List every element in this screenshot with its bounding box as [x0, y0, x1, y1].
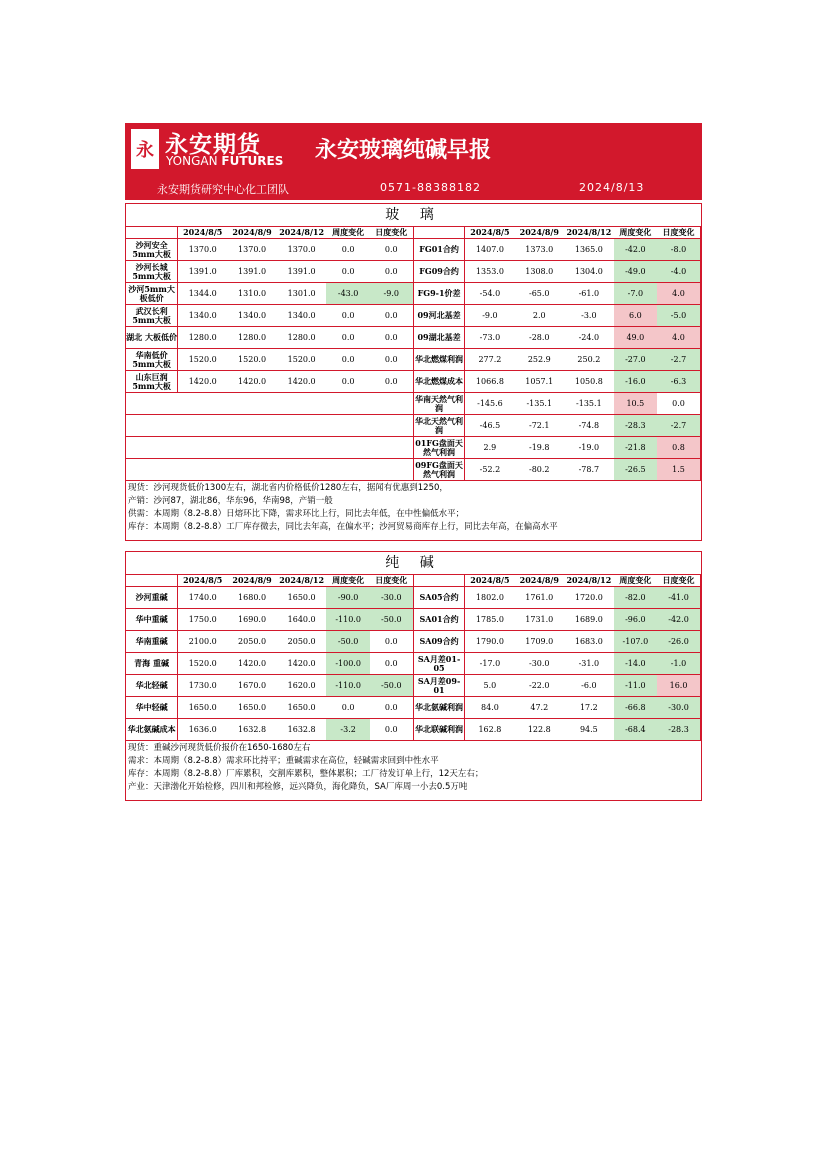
price-cell: 1066.8 — [465, 371, 515, 393]
row-label: SA月差01-05 — [413, 653, 465, 675]
price-cell: 17.2 — [564, 697, 614, 719]
row-label: 01FG盘面天然气利润 — [415, 437, 463, 457]
table-row — [126, 631, 701, 653]
price-cell: 277.2 — [465, 349, 515, 371]
row-label: SA09合约 — [413, 631, 465, 653]
price-cell: -22.0 — [514, 675, 564, 697]
table-row — [126, 437, 701, 459]
price-cell: -74.8 — [564, 415, 614, 437]
price-cell: 1420.0 — [178, 371, 228, 393]
note-line: 库存：本周期（8.2-8.8）厂库累积，交割库累积，整体累积；工厂待发订单上行，12天左右； — [128, 769, 484, 779]
column-header: 2024/8/5 — [470, 227, 510, 237]
column-header: 2024/8/5 — [470, 575, 510, 585]
column-header: 日度变化 — [370, 575, 413, 587]
price-cell: 1407.0 — [465, 239, 515, 261]
price-cell: 1340.0 — [227, 305, 277, 327]
price-cell: -135.1 — [564, 393, 614, 415]
empty-cell — [126, 437, 413, 459]
daily-change: -42.0 — [657, 609, 700, 631]
note-line: 现货：沙河现货低价1300左右，湖北省内价格低价1280左右，据闻有优惠到1250， — [128, 483, 448, 493]
price-cell: 1344.0 — [178, 283, 228, 305]
table-row — [126, 415, 701, 437]
column-header: 2024/8/12 — [279, 575, 325, 585]
table-row — [126, 459, 701, 481]
price-cell: 1680.0 — [227, 587, 277, 609]
row-label: 华北氨碱成本 — [126, 719, 178, 741]
row-label: 华南天然气利润 — [415, 393, 464, 413]
price-cell: 1709.0 — [514, 631, 564, 653]
price-cell: 1280.0 — [178, 327, 228, 349]
price-cell: 1310.0 — [227, 283, 277, 305]
row-label: 09河北基差 — [413, 305, 465, 327]
row-label: FG09合约 — [413, 261, 465, 283]
row-label: 沙河长城5mm大板 — [126, 261, 178, 283]
weekly-change: 6.0 — [614, 305, 657, 327]
header-banner — [125, 123, 702, 200]
price-cell: 1420.0 — [227, 371, 277, 393]
price-cell: 1720.0 — [564, 587, 614, 609]
daily-change: -50.0 — [370, 675, 413, 697]
daily-change: -8.0 — [657, 239, 700, 261]
row-label: FG9-1价差 — [413, 283, 465, 305]
note-line: 供需：本周期（8.2-8.8）日熔环比下降，需求环比上行，同比去年低，在中性偏低水平； — [128, 509, 465, 519]
weekly-change: -27.0 — [614, 349, 657, 371]
price-cell: -3.0 — [564, 305, 614, 327]
daily-change: 0.0 — [370, 631, 413, 653]
daily-change: 16.0 — [657, 675, 700, 697]
daily-change: -26.0 — [657, 631, 700, 653]
header-corner — [413, 575, 465, 587]
price-cell: 1280.0 — [277, 327, 327, 349]
price-cell: -135.1 — [514, 393, 564, 415]
daily-change: 0.0 — [370, 239, 413, 261]
price-cell: -31.0 — [564, 653, 614, 675]
row-label: 华北燃煤成本 — [413, 371, 465, 393]
daily-change: -50.0 — [370, 609, 413, 631]
row-label: 华北天然气利润 — [415, 415, 464, 435]
daily-change: -5.0 — [657, 305, 700, 327]
row-label: 沙河重碱 — [126, 587, 178, 609]
daily-change: 0.8 — [657, 437, 700, 459]
price-cell: 1640.0 — [277, 609, 327, 631]
table-row — [126, 697, 701, 719]
soda-table — [126, 575, 701, 740]
weekly-change: 0.0 — [326, 261, 369, 283]
column-header: 周度变化 — [619, 227, 652, 237]
price-cell: 1730.0 — [178, 675, 228, 697]
row-label: FG01合约 — [413, 239, 465, 261]
price-cell: 1632.8 — [227, 719, 277, 741]
price-cell: 2050.0 — [277, 631, 327, 653]
price-cell: 1340.0 — [178, 305, 228, 327]
weekly-change: -16.0 — [614, 371, 657, 393]
weekly-change: 0.0 — [326, 371, 369, 393]
price-cell: -6.0 — [564, 675, 614, 697]
daily-change: -9.0 — [370, 283, 413, 305]
daily-change: 0.0 — [370, 653, 413, 675]
table-row — [126, 393, 701, 415]
weekly-change: -21.8 — [614, 437, 657, 459]
logo-icon: 永 — [131, 129, 159, 169]
column-header: 2024/8/9 — [519, 575, 559, 585]
price-cell: 1636.0 — [178, 719, 228, 741]
table-row — [126, 283, 701, 305]
weekly-change: -68.4 — [614, 719, 657, 741]
price-cell: 1050.8 — [564, 371, 614, 393]
price-cell: 2.0 — [514, 305, 564, 327]
row-label: 华北轻碱 — [126, 675, 178, 697]
note-line: 现货：重碱沙河现货低价报价在1650-1680左右 — [128, 743, 311, 753]
row-label: 沙河安全5mm大板 — [126, 239, 178, 261]
weekly-change: -26.5 — [614, 459, 657, 481]
table-row — [126, 719, 701, 741]
daily-change: 0.0 — [370, 719, 413, 741]
row-label: 湖北 大板低价 — [126, 327, 178, 349]
price-cell: 1632.8 — [277, 719, 327, 741]
row-label: SA月差09-01 — [413, 675, 465, 697]
price-cell: 1304.0 — [564, 261, 614, 283]
glass-title: 玻 璃 — [126, 204, 701, 227]
price-cell: 1391.0 — [178, 261, 228, 283]
price-cell: -145.6 — [465, 393, 515, 415]
daily-change: 0.0 — [370, 349, 413, 371]
price-cell: 1370.0 — [277, 239, 327, 261]
price-cell: 1373.0 — [514, 239, 564, 261]
price-cell: 1750.0 — [178, 609, 228, 631]
weekly-change: 10.5 — [614, 393, 657, 415]
price-cell: 2.9 — [465, 437, 515, 459]
row-label: SA05合约 — [413, 587, 465, 609]
price-cell: 1650.0 — [277, 697, 327, 719]
daily-change: 0.0 — [370, 371, 413, 393]
logo-text-en: YONGAN FUTURES — [166, 154, 284, 168]
row-label: 09FG盘面天然气利润 — [415, 459, 463, 479]
daily-change: 4.0 — [657, 327, 700, 349]
price-cell: -19.8 — [514, 437, 564, 459]
price-cell: -78.7 — [564, 459, 614, 481]
price-cell: -28.0 — [514, 327, 564, 349]
price-cell: 1391.0 — [227, 261, 277, 283]
price-cell: -54.0 — [465, 283, 515, 305]
row-label: 华北氨碱利润 — [413, 697, 465, 719]
price-cell: 1391.0 — [277, 261, 327, 283]
weekly-change: 0.0 — [326, 327, 369, 349]
weekly-change: 49.0 — [614, 327, 657, 349]
row-label: 青海 重碱 — [126, 653, 178, 675]
weekly-change: -28.3 — [614, 415, 657, 437]
column-header: 周度变化 — [619, 575, 652, 585]
weekly-change: -82.0 — [614, 587, 657, 609]
column-header: 2024/8/12 — [279, 227, 325, 237]
column-header: 2024/8/5 — [183, 575, 223, 585]
column-header: 日度变化 — [657, 575, 700, 587]
weekly-change: -66.8 — [614, 697, 657, 719]
column-header: 周度变化 — [332, 227, 365, 237]
weekly-change: -50.0 — [326, 631, 369, 653]
row-label: 山东巨润5mm大板 — [126, 371, 178, 393]
daily-change: 0.0 — [657, 393, 700, 415]
note-line: 产业：天津渤化开始检修，四川和邦检修，远兴降负，海化降负，SA厂库周一小去0.5万吨 — [128, 782, 468, 792]
price-cell: 1650.0 — [178, 697, 228, 719]
daily-change: -30.0 — [657, 697, 700, 719]
daily-change: -1.0 — [657, 653, 700, 675]
price-cell: 1650.0 — [277, 587, 327, 609]
daily-change: 0.0 — [370, 697, 413, 719]
price-cell: 1340.0 — [277, 305, 327, 327]
price-cell: 1790.0 — [465, 631, 515, 653]
note-line: 需求：本周期（8.2-8.8）需求环比持平；重碱需求在高位，轻碱需求回到中性水平 — [128, 756, 439, 766]
price-cell: 1353.0 — [465, 261, 515, 283]
daily-change: -28.3 — [657, 719, 700, 741]
empty-cell — [126, 459, 413, 481]
price-cell: -65.0 — [514, 283, 564, 305]
row-label: 华南重碱 — [126, 631, 178, 653]
price-cell: 2100.0 — [178, 631, 228, 653]
soda-notes — [126, 740, 701, 800]
price-cell: -61.0 — [564, 283, 614, 305]
price-cell: 1650.0 — [227, 697, 277, 719]
price-cell: -17.0 — [465, 653, 515, 675]
price-cell: 47.2 — [514, 697, 564, 719]
daily-change: 0.0 — [370, 327, 413, 349]
column-header: 日度变化 — [657, 227, 700, 239]
row-label: SA01合约 — [413, 609, 465, 631]
daily-change: -30.0 — [370, 587, 413, 609]
header-corner — [126, 227, 178, 239]
weekly-change: -49.0 — [614, 261, 657, 283]
price-cell: 1520.0 — [277, 349, 327, 371]
weekly-change: -100.0 — [326, 653, 369, 675]
price-cell: -30.0 — [514, 653, 564, 675]
price-cell: 84.0 — [465, 697, 515, 719]
row-label: 华北联碱利润 — [413, 719, 465, 741]
soda-title: 纯 碱 — [126, 552, 701, 575]
price-cell: 1365.0 — [564, 239, 614, 261]
glass-section — [125, 203, 702, 541]
weekly-change: -11.0 — [614, 675, 657, 697]
price-cell: 1420.0 — [277, 371, 327, 393]
daily-change: -41.0 — [657, 587, 700, 609]
row-label: 沙河5mm大板低价 — [126, 283, 178, 305]
daily-change: -4.0 — [657, 261, 700, 283]
table-row — [126, 261, 701, 283]
price-cell: -80.2 — [514, 459, 564, 481]
column-header: 2024/8/9 — [232, 575, 272, 585]
column-header: 日度变化 — [370, 227, 413, 239]
column-header: 2024/8/12 — [566, 575, 612, 585]
price-cell: 1740.0 — [178, 587, 228, 609]
weekly-change: 0.0 — [326, 305, 369, 327]
table-row — [126, 349, 701, 371]
row-label: 武汉长利5mm大板 — [126, 305, 178, 327]
team-name: 永安期货研究中心化工团队 — [157, 183, 289, 196]
glass-table — [126, 227, 701, 480]
daily-change: -2.7 — [657, 415, 700, 437]
report-title: 永安玻璃纯碱早报 — [315, 138, 492, 163]
report-page — [125, 123, 702, 801]
column-header: 2024/8/9 — [232, 227, 272, 237]
price-cell: 1690.0 — [227, 609, 277, 631]
note-line: 库存：本周期（8.2-8.8）工厂库存微去，同比去年高，在偏水平；沙河贸易商库存上行，同比去年高，在偏高水平 — [128, 522, 558, 532]
price-cell: 162.8 — [465, 719, 515, 741]
soda-section — [125, 551, 702, 801]
logo-text-cn: 永安期货 — [165, 132, 261, 158]
price-cell: 1689.0 — [564, 609, 614, 631]
row-label: 华南低价5mm大板 — [126, 349, 178, 371]
header-row — [126, 575, 701, 587]
daily-change: 4.0 — [657, 283, 700, 305]
weekly-change: -43.0 — [326, 283, 369, 305]
weekly-change: -110.0 — [326, 675, 369, 697]
daily-change: 0.0 — [370, 261, 413, 283]
column-header: 2024/8/5 — [183, 227, 223, 237]
weekly-change: 0.0 — [326, 697, 369, 719]
price-cell: 5.0 — [465, 675, 515, 697]
price-cell: 1670.0 — [227, 675, 277, 697]
price-cell: 1520.0 — [178, 349, 228, 371]
price-cell: 1802.0 — [465, 587, 515, 609]
price-cell: 1420.0 — [277, 653, 327, 675]
weekly-change: 0.0 — [326, 349, 369, 371]
weekly-change: -42.0 — [614, 239, 657, 261]
price-cell: 250.2 — [564, 349, 614, 371]
table-row — [126, 239, 701, 261]
price-cell: -73.0 — [465, 327, 515, 349]
daily-change: -6.3 — [657, 371, 700, 393]
table-row — [126, 609, 701, 631]
weekly-change: -90.0 — [326, 587, 369, 609]
note-line: 产销：沙河87，湖北86，华东96，华南98，产销一般 — [128, 496, 333, 506]
price-cell: -9.0 — [465, 305, 515, 327]
price-cell: 1280.0 — [227, 327, 277, 349]
table-row — [126, 371, 701, 393]
table-row — [126, 587, 701, 609]
phone-number: 0571-88388182 — [380, 181, 481, 194]
daily-change: 0.0 — [370, 305, 413, 327]
weekly-change: -14.0 — [614, 653, 657, 675]
empty-cell — [126, 393, 413, 415]
glass-notes — [126, 480, 701, 540]
price-cell: 1301.0 — [277, 283, 327, 305]
price-cell: 1761.0 — [514, 587, 564, 609]
weekly-change: -7.0 — [614, 283, 657, 305]
row-label: 华中重碱 — [126, 609, 178, 631]
row-label: 09湖北基差 — [413, 327, 465, 349]
price-cell: 94.5 — [564, 719, 614, 741]
weekly-change: 0.0 — [326, 239, 369, 261]
price-cell: 122.8 — [514, 719, 564, 741]
weekly-change: -110.0 — [326, 609, 369, 631]
price-cell: -72.1 — [514, 415, 564, 437]
table-row — [126, 653, 701, 675]
price-cell: -24.0 — [564, 327, 614, 349]
header-corner — [413, 227, 465, 239]
header-corner — [126, 575, 178, 587]
table-row — [126, 675, 701, 697]
weekly-change: -107.0 — [614, 631, 657, 653]
price-cell: 1057.1 — [514, 371, 564, 393]
header-row — [126, 227, 701, 239]
price-cell: -19.0 — [564, 437, 614, 459]
price-cell: 1785.0 — [465, 609, 515, 631]
column-header: 2024/8/12 — [566, 227, 612, 237]
weekly-change: -3.2 — [326, 719, 369, 741]
daily-change: 1.5 — [657, 459, 700, 481]
price-cell: 1308.0 — [514, 261, 564, 283]
empty-cell — [126, 415, 413, 437]
price-cell: 1620.0 — [277, 675, 327, 697]
weekly-change: -96.0 — [614, 609, 657, 631]
price-cell: 1370.0 — [178, 239, 228, 261]
price-cell: 1683.0 — [564, 631, 614, 653]
price-cell: -52.2 — [465, 459, 515, 481]
column-header: 2024/8/9 — [519, 227, 559, 237]
price-cell: 1731.0 — [514, 609, 564, 631]
table-row — [126, 305, 701, 327]
price-cell: 2050.0 — [227, 631, 277, 653]
column-header: 周度变化 — [332, 575, 365, 585]
daily-change: -2.7 — [657, 349, 700, 371]
price-cell: 1520.0 — [227, 349, 277, 371]
table-row — [126, 327, 701, 349]
price-cell: 1420.0 — [227, 653, 277, 675]
price-cell: -46.5 — [465, 415, 515, 437]
report-date: 2024/8/13 — [579, 181, 645, 194]
price-cell: 1520.0 — [178, 653, 228, 675]
price-cell: 252.9 — [514, 349, 564, 371]
row-label: 华北燃煤利润 — [413, 349, 465, 371]
row-label: 华中轻碱 — [126, 697, 178, 719]
price-cell: 1370.0 — [227, 239, 277, 261]
